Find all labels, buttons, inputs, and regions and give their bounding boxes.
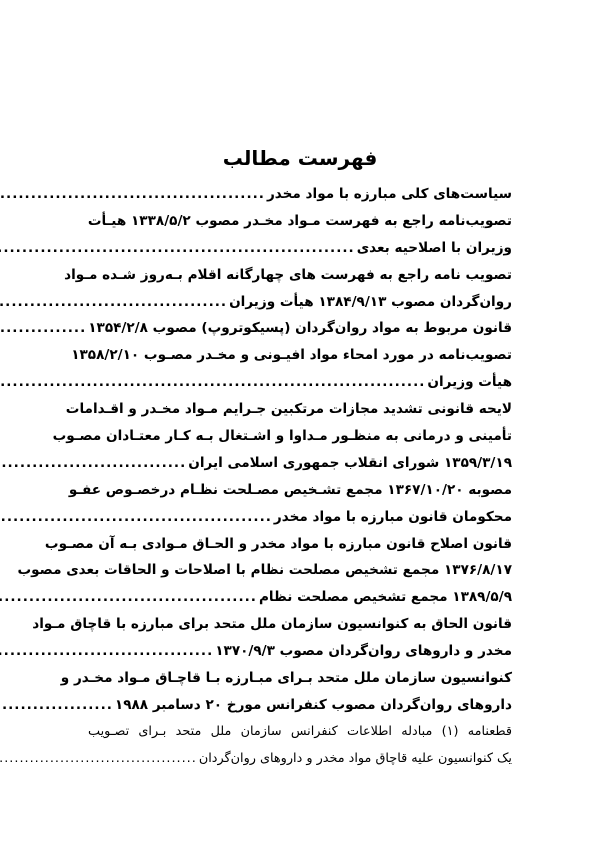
- toc-entry-line: [88, 692, 512, 719]
- toc-text-line: [71, 342, 512, 369]
- toc-text-line: [88, 208, 512, 235]
- dot-leader: [0, 584, 257, 611]
- dot-leader: [0, 315, 86, 342]
- toc-entry-line: [88, 504, 512, 531]
- toc-line-text: قانون مربوط به مواد روان‌گردان (پسیکوتروپ) مصوب ۱۳۵۴/۲/۸: [88, 320, 512, 337]
- dot-leader: [0, 369, 425, 396]
- page-title: فهرست مطالب: [222, 146, 378, 170]
- toc-text-line: [32, 611, 512, 638]
- toc-text-line: [68, 477, 512, 504]
- toc-text-line: [17, 557, 512, 584]
- toc-line-text: روان‌گردان مصوب ۱۳۸۴/۹/۱۳ هیأت وزیران: [229, 293, 512, 310]
- toc-entry-line: [88, 289, 512, 316]
- toc-entry-line: [88, 746, 512, 773]
- toc-line-text: ۱۳۵۹/۳/۱۹ شورای انقلاب جمهوری اسلامی ایران: [188, 454, 512, 471]
- toc-line-text: مخدر و داروهای روان‌گردان مصوب ۱۳۷۰/۹/۳: [215, 643, 512, 660]
- toc-text-line: [88, 719, 512, 746]
- toc-text-line: [44, 531, 512, 558]
- dot-leader: [0, 638, 213, 665]
- toc-line-text: سیاست‌های کلی مبارزه با مواد مخدر: [266, 186, 512, 202]
- toc-line-text: هیأت وزیران: [427, 374, 512, 391]
- toc-entry-line: [88, 235, 512, 262]
- toc-line-text: قانون اصلاح قانون مبارزه با مواد مخدر و الحـاق مـوادی بـه آن مصـوب: [44, 535, 512, 552]
- toc-line-text: کنوانسیون سازمان ملل متحد بـرای مبـارزه بـا قاچـاق مـواد مخـدر و: [60, 670, 512, 687]
- toc-entry-line: [88, 638, 512, 665]
- toc-line-text: یک کنوانسیون علیه قاچاق مواد مخدر و داروهای روان‌گردان: [198, 750, 512, 766]
- toc-line-text: تصویب‌نامه در مورد امحاء مواد افیـونی و مخـدر مصـوب ۱۳۵۸/۲/۱۰: [71, 347, 512, 364]
- toc-line-text: تأمینی و درمانی به منظـور مـداوا و اشـتغال بـه کـار معتـادان مصـوب: [52, 428, 512, 445]
- toc-line-text: لایحه قانونی تشدید مجازات مرتکبین جـرایم مـواد مخـدر و اقـدامات: [65, 401, 512, 418]
- toc-entry-line: [88, 450, 512, 477]
- toc-entry-line: [88, 315, 512, 342]
- toc-line-text: ۱۳۸۹/۵/۹ مجمع تشخیص مصلحت نظام: [258, 589, 512, 606]
- dot-leader: [0, 504, 272, 531]
- toc-line-text: مصوبه ۱۳۶۷/۱۰/۲۰ مجمع تشـخیص مصـلحت نظـام درخصـوص عفـو: [68, 481, 512, 498]
- toc-line-text: وزیران با اصلاحیه بعدی: [356, 239, 512, 256]
- toc-text-line: [60, 665, 512, 692]
- toc-line-text: محکومان قانون مبارزه با مواد مخدر: [273, 508, 512, 525]
- toc-entry-line: [88, 584, 512, 611]
- toc-text-line: [64, 262, 512, 289]
- toc-line-text: قانون الحاق به کنوانسیون سازمان ملل متحد برای مبارزه با قاچاق مـواد: [32, 616, 512, 633]
- toc-line-text: داروهای روان‌گردان مصوب کنفرانس مورخ ۲۰ دسامبر ۱۹۸۸: [114, 696, 512, 713]
- dot-leader: [0, 289, 227, 316]
- toc-line-text: تصویب نامه راجع به فهرست های چهارگانه اقلام بـه‌روز شـده مـواد: [64, 266, 512, 283]
- toc-entry-line: [88, 369, 512, 396]
- toc-text-line: [65, 396, 512, 423]
- dot-leader: [0, 181, 265, 208]
- toc-line-text: تصویب‌نامه راجع به فهرست مـواد مخـدر مصوب ۱۳۳۸/۵/۲ هیـأت: [87, 212, 512, 229]
- toc-line-text: قطعنامه (۱) مبادله اطلاعات کنفرانس سازمان ملل متحد بـرای تصـویب: [88, 723, 512, 739]
- dot-leader: [0, 746, 197, 773]
- toc-entry-line: [88, 181, 512, 208]
- table-of-contents: [17, 181, 512, 773]
- toc-text-line: [52, 423, 512, 450]
- dot-leader: [0, 235, 355, 262]
- toc-line-text: ۱۳۷۶/۸/۱۷ مجمع تشخیص مصلحت نظام با اصلاحات و الحاقات بعدی مصوب: [17, 562, 512, 579]
- dot-leader: [0, 450, 186, 477]
- dot-leader: [0, 692, 113, 719]
